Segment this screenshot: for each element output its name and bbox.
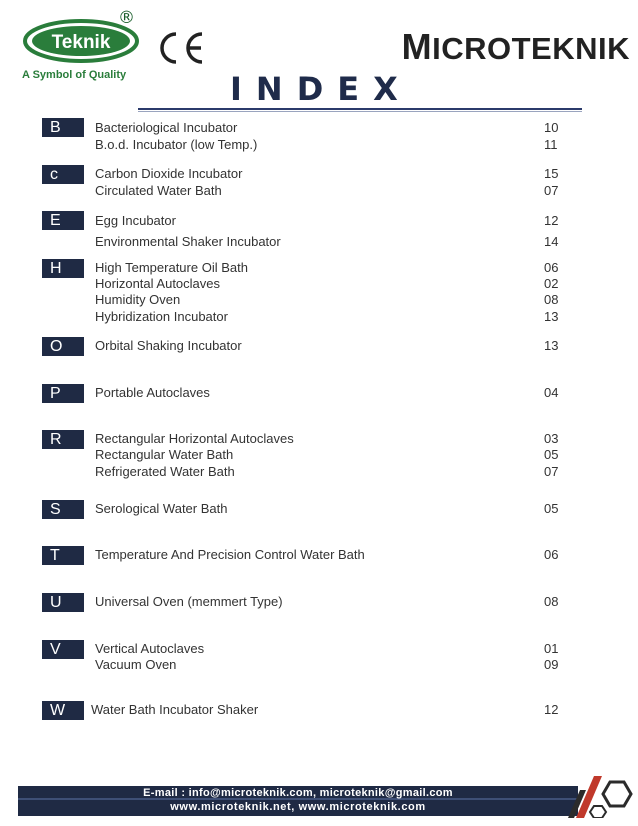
brand-rest: ICROTEKNIK (432, 31, 630, 66)
page-number: 06 (544, 260, 559, 275)
letter-tab-s: S (42, 500, 84, 519)
index-entry: Horizontal Autoclaves (95, 276, 221, 291)
hexagon-decoration-icon (554, 772, 638, 818)
letter-tab-h: H (42, 259, 84, 278)
page-number: 07 (544, 464, 559, 479)
index-entry: Vertical Autoclaves (95, 641, 205, 656)
letter-tab-u: U (42, 593, 84, 612)
letter-tab-e: E (42, 211, 84, 230)
letter-tab-c: c (42, 165, 84, 184)
page-number: 05 (544, 501, 559, 516)
page-number: 10 (544, 120, 559, 135)
index-entry: Refrigerated Water Bath (95, 464, 235, 479)
index-entry: Water Bath Incubator Shaker (91, 702, 259, 717)
index-entry: B.o.d. Incubator (low Temp.) (95, 137, 258, 152)
page-number: 03 (544, 431, 559, 446)
page-number: 12 (544, 213, 559, 228)
index-entry: Environmental Shaker Incubator (95, 234, 281, 249)
brand-first-letter: M (401, 26, 433, 67)
page-number: 15 (544, 166, 559, 181)
index-entry: Universal Oven (memmert Type) (95, 594, 283, 609)
ce-mark (156, 30, 208, 66)
index-entry: Bacteriological Incubator (95, 120, 238, 135)
index-entry: Serological Water Bath (95, 501, 228, 516)
tagline: A Symbol of Quality (22, 69, 127, 81)
index-entry: Portable Autoclaves (95, 385, 210, 400)
page-number: 14 (544, 234, 559, 249)
page-number: 07 (544, 183, 559, 198)
page-number: 08 (544, 594, 559, 609)
letter-tab-t: T (42, 546, 84, 565)
page-number: 12 (544, 702, 559, 717)
footer-email: E-mail : info@microteknik.com, microteknik@gmail.com (143, 787, 453, 799)
logo-text: Teknik (51, 32, 111, 53)
page-number: 09 (544, 657, 559, 672)
letter-tab-r: R (42, 430, 84, 449)
footer-bar (18, 786, 620, 816)
index-entry: Orbital Shaking Incubator (95, 338, 242, 353)
registered-mark: ® (118, 8, 135, 28)
page-number: 13 (544, 338, 559, 353)
index-entry: Egg Incubator (95, 213, 176, 228)
footer-website: www.microteknik.net, www.microteknik.com (170, 801, 426, 813)
page-number: 02 (544, 276, 559, 291)
page-number: 04 (544, 385, 559, 400)
page-number: 11 (544, 137, 558, 152)
index-entry: High Temperature Oil Bath (95, 260, 248, 275)
brand-name (402, 26, 630, 68)
index-entry: Humidity Oven (95, 292, 181, 307)
page-number: 06 (544, 547, 559, 562)
index-entry: Carbon Dioxide Incubator (95, 166, 243, 181)
letter-tab-o: O (42, 337, 84, 356)
index-entry: Circulated Water Bath (95, 183, 222, 198)
page-number: 01 (544, 641, 559, 656)
title-rule (138, 108, 582, 112)
letter-tab-b: B (42, 118, 84, 137)
page-number: 05 (544, 447, 559, 462)
page-title: INDEX (230, 70, 412, 108)
letter-tab-v: V (42, 640, 84, 659)
letter-tab-p: P (42, 384, 84, 403)
index-entry: Vacuum Oven (95, 657, 177, 672)
index-entry: Temperature And Precision Control Water Bath (95, 547, 365, 562)
page-number: 08 (544, 292, 559, 307)
letter-tab-w: W (42, 701, 84, 720)
index-entry: Rectangular Water Bath (95, 447, 234, 462)
page-number: 13 (544, 309, 559, 324)
index-entry: Rectangular Horizontal Autoclaves (95, 431, 294, 446)
index-entry: Hybridization Incubator (95, 309, 228, 324)
